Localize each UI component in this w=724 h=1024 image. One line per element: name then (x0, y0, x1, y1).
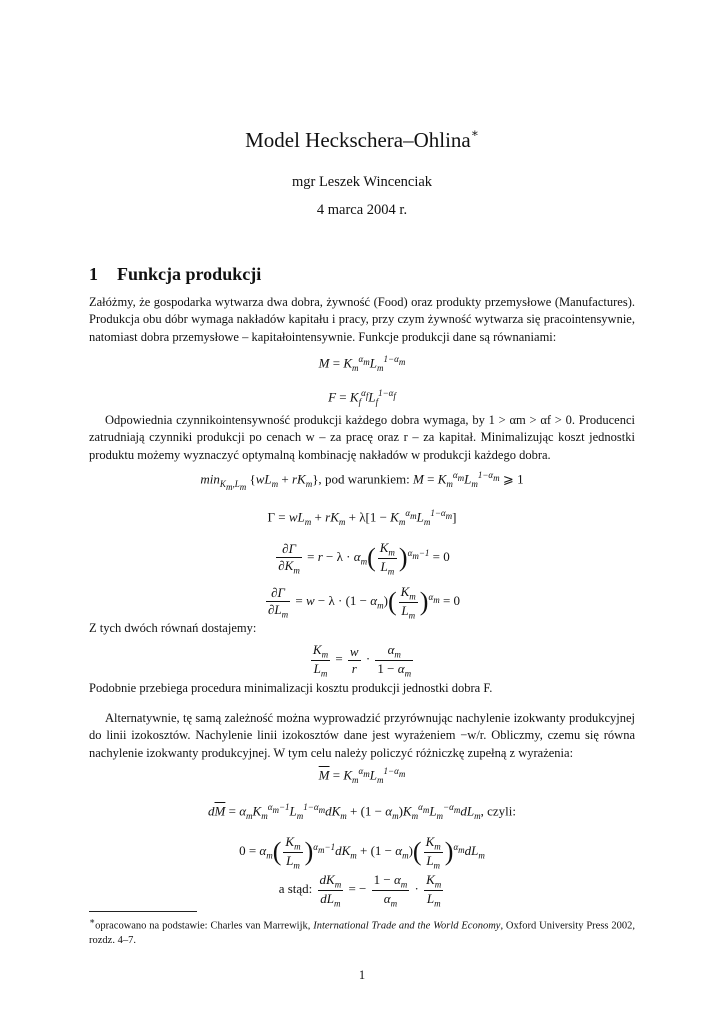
equation-total-differential: $d\overline{M} = \alpha_mK_m^{\alpha_m-1}L_m^{1-\alpha_m}dK_m + (1 - \alpha_m)K_m^{\alpha_m}L_m^{-\alpha_m}dL_m$, czyli: (208, 802, 516, 821)
equation-production-m: $M = K_m^{\alpha_m}L_m^{1-\alpha_m}$ (318, 354, 406, 373)
section-number: 1 (89, 264, 98, 284)
footnote-text-end: , Oxford University Press 2002, rozdz. 4–7. (89, 920, 635, 946)
paragraph-3: Z tych dwóch równań dostajemy: (89, 621, 257, 635)
equation-zero-differential: $0 = \alpha_m$( $\frac{K_m}{L_m}$ )$^{\alpha_m-1}dK_m + (1 - \alpha_m)$( $\frac{K_m}{L_m}$ )$^{\alpha_m}dL_m$ (239, 834, 485, 871)
paragraph-4: Podobnie przebiega procedura minimalizacji kosztu produkcji jednostki dobra F. (89, 681, 493, 695)
title-text: Model Heckschera–Ohlina (245, 128, 471, 152)
paragraph-5: Alternatywnie, tę samą zależność można wyprowadzić przyrównując nachylenie izokwanty produkcyjnej do linii izokosztów. Nachylenie linii izokosztów dane jest wyrażeniem −w/r. Obliczmy, czemu się równa nachylenie izokwanty produkcyjnej. W tym celu należy policzyć różniczkę zupełną z wyrażenia: (89, 711, 635, 760)
footnote-text: opracowano na podstawie: Charles van Marrewijk, (95, 920, 314, 932)
footnote (89, 914, 635, 948)
paragraph-2: Odpowiednia czynnikointensywność produkcji każdego dobra wymaga, by 1 > αm > αf > 0. Producenci zatrudniają czynniki produkcji po cenach w – za pracę oraz r – za kapitał. Minimalizując koszt jednostki produktu możemy wyznaczyć optymalną kombinację nakładów w produkcji każdego dobra. (89, 413, 635, 462)
date: 4 marca 2004 r. (316, 202, 408, 218)
equation-ratio: $\frac{K_m}{L_m}$ = $\frac{w}{r}$ · $\frac{\alpha_m}{1 - \alpha_m}$ (312, 642, 412, 679)
equation-minimization: $\min_{K_m,L_m} \{wL_m + rK_m\}$, pod warunkiem: $M = K_m^{\alpha_m}L_m^{1-\alpha_m}$ ⩾ 1 (200, 470, 524, 492)
section-heading (89, 264, 261, 285)
equation-slope: a stąd: $\frac{dK_m}{dL_m}$ = − $\frac{1 - \alpha_m}{\alpha_m}$ · $\frac{K_m}{L_m}$ (278, 872, 442, 909)
equation-production-f: $F = K_f^{\alpha_f}L_f^{1-\alpha_f}$ (328, 388, 396, 407)
a-stad-label: a stąd: (278, 881, 313, 897)
section-title: Funkcja produkcji (117, 264, 262, 284)
author: mgr Leszek Wincenciak (291, 174, 433, 190)
constraint-label: pod warunkiem: (324, 471, 410, 487)
equation-lagrangian: $\Gamma = wL_m + rK_m + \lambda[1 - K_m^{\alpha_m}L_m^{1-\alpha_m}]$ (267, 508, 457, 527)
paper-title (0, 128, 724, 153)
equation-foc-k: $\frac{\partial\Gamma}{\partial K_m}$ = $r - \lambda \cdot \alpha_m$( $\frac{K_m}{L_m}$ )$^{\alpha_m-1}$ = 0 (278, 540, 450, 577)
equation-foc-l: $\frac{\partial\Gamma}{\partial L_m}$ = $w - \lambda \cdot (1 - \alpha_m)$( $\frac{K_m}{L_m}$ )$^{\alpha_m}$ = 0 (267, 584, 461, 621)
footnote-book-title: International Trade and the World Economy (313, 920, 501, 932)
paragraph-1: Załóżmy, że gospodarka wytwarza dwa dobra, żywność (Food) oraz produkty przemysłowe (Manufactures). Produkcja obu dóbr wymaga nakładów kapitału i pracy, przy czym żywność wytwarza się pracointensywnie, natomiast dobra przemysłowe – kapitałointensywnie. Funkcje produkcji dane są równaniami: (89, 295, 635, 344)
page-number: 1 (358, 968, 366, 982)
footnote-rule (89, 911, 197, 912)
title-footnote-mark: ∗ (470, 126, 479, 140)
czyli-label: czyli: (487, 803, 516, 819)
footnote-mark: ∗ (89, 916, 96, 926)
equation-m-bar: $\overline{M} = K_m^{\alpha_m}L_m^{1-\alpha_m}$ (318, 766, 406, 785)
